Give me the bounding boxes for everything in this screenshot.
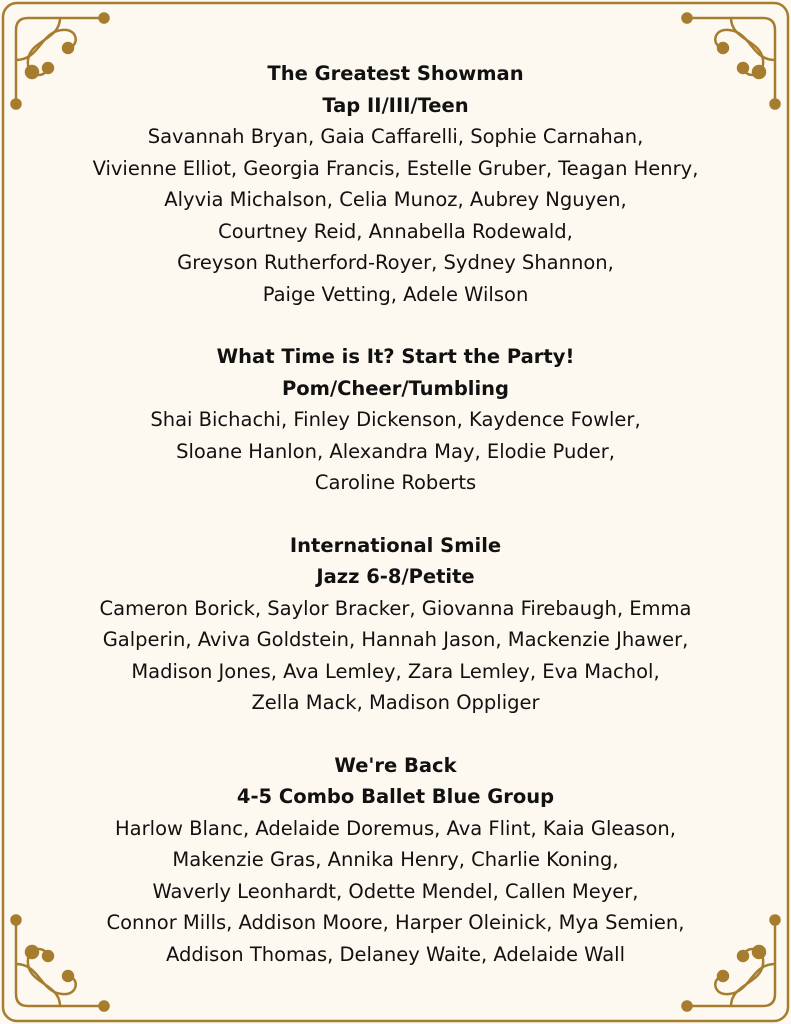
section-class: 4-5 Combo Ballet Blue Group [236, 785, 555, 808]
names-line: Madison Jones, Ava Lemley, Zara Lemley, Eva Machol, [131, 659, 660, 683]
names-line: Cameron Borick, Saylor Bracker, Giovanna Firebaugh, Emma [99, 596, 692, 620]
section-title: The Greatest Showman [267, 62, 524, 85]
section-class: Tap II/III/Teen [322, 93, 469, 117]
names-line: Connor Mills, Addison Moore, Harper Oleinick, Mya Semien, [106, 911, 685, 934]
names-line: Galperin, Aviva Goldstein, Hannah Jason, Mackenzie Jhawer, [102, 628, 689, 651]
names-line: Caroline Roberts [314, 471, 477, 494]
section-class: Pom/Cheer/Tumbling [281, 376, 510, 400]
dancer-names [0, 813, 791, 971]
names-line: Makenzie Gras, Annika Henry, Charlie Koning, [172, 848, 619, 871]
section-class: Jazz 6-8/Petite [316, 565, 475, 588]
names-line: Alyvia Michalson, Celia Munoz, Aubrey Nguyen, [164, 188, 627, 211]
section-title: We're Back [334, 753, 457, 777]
section-international-smile [0, 530, 791, 719]
names-line: Shai Bichachi, Finley Dickenson, Kaydence Fowler, [150, 408, 641, 431]
cast-list [0, 58, 791, 1001]
names-line: Zella Mack, Madison Oppliger [251, 691, 540, 714]
section-were-back [0, 750, 791, 971]
names-line: Waverly Leonhardt, Odette Mendel, Callen Meyer, [152, 879, 639, 903]
dancer-names [0, 121, 791, 310]
names-line: Harlow Blanc, Adelaide Doremus, Ava Flint, Kaia Gleason, [115, 816, 676, 840]
section-title: What Time is It? Start the Party! [216, 345, 575, 368]
dancer-names [0, 593, 791, 719]
names-line: Addison Thomas, Delaney Waite, Adelaide Wall [166, 942, 625, 966]
names-line: Greyson Rutherford-Royer, Sydney Shannon, [177, 251, 614, 274]
section-greatest-showman [0, 58, 791, 310]
section-title: International Smile [289, 533, 502, 557]
section-what-time-is-it [0, 341, 791, 499]
names-line: Paige Vetting, Adele Wilson [262, 282, 529, 306]
names-line: Savannah Bryan, Gaia Caffarelli, Sophie Carnahan, [147, 125, 644, 148]
names-line: Courtney Reid, Annabella Rodewald, [218, 219, 573, 243]
names-line: Sloane Hanlon, Alexandra May, Elodie Puder, [176, 439, 615, 463]
dancer-names [0, 404, 791, 499]
names-line: Vivienne Elliot, Georgia Francis, Estelle Gruber, Teagan Henry, [92, 156, 699, 180]
